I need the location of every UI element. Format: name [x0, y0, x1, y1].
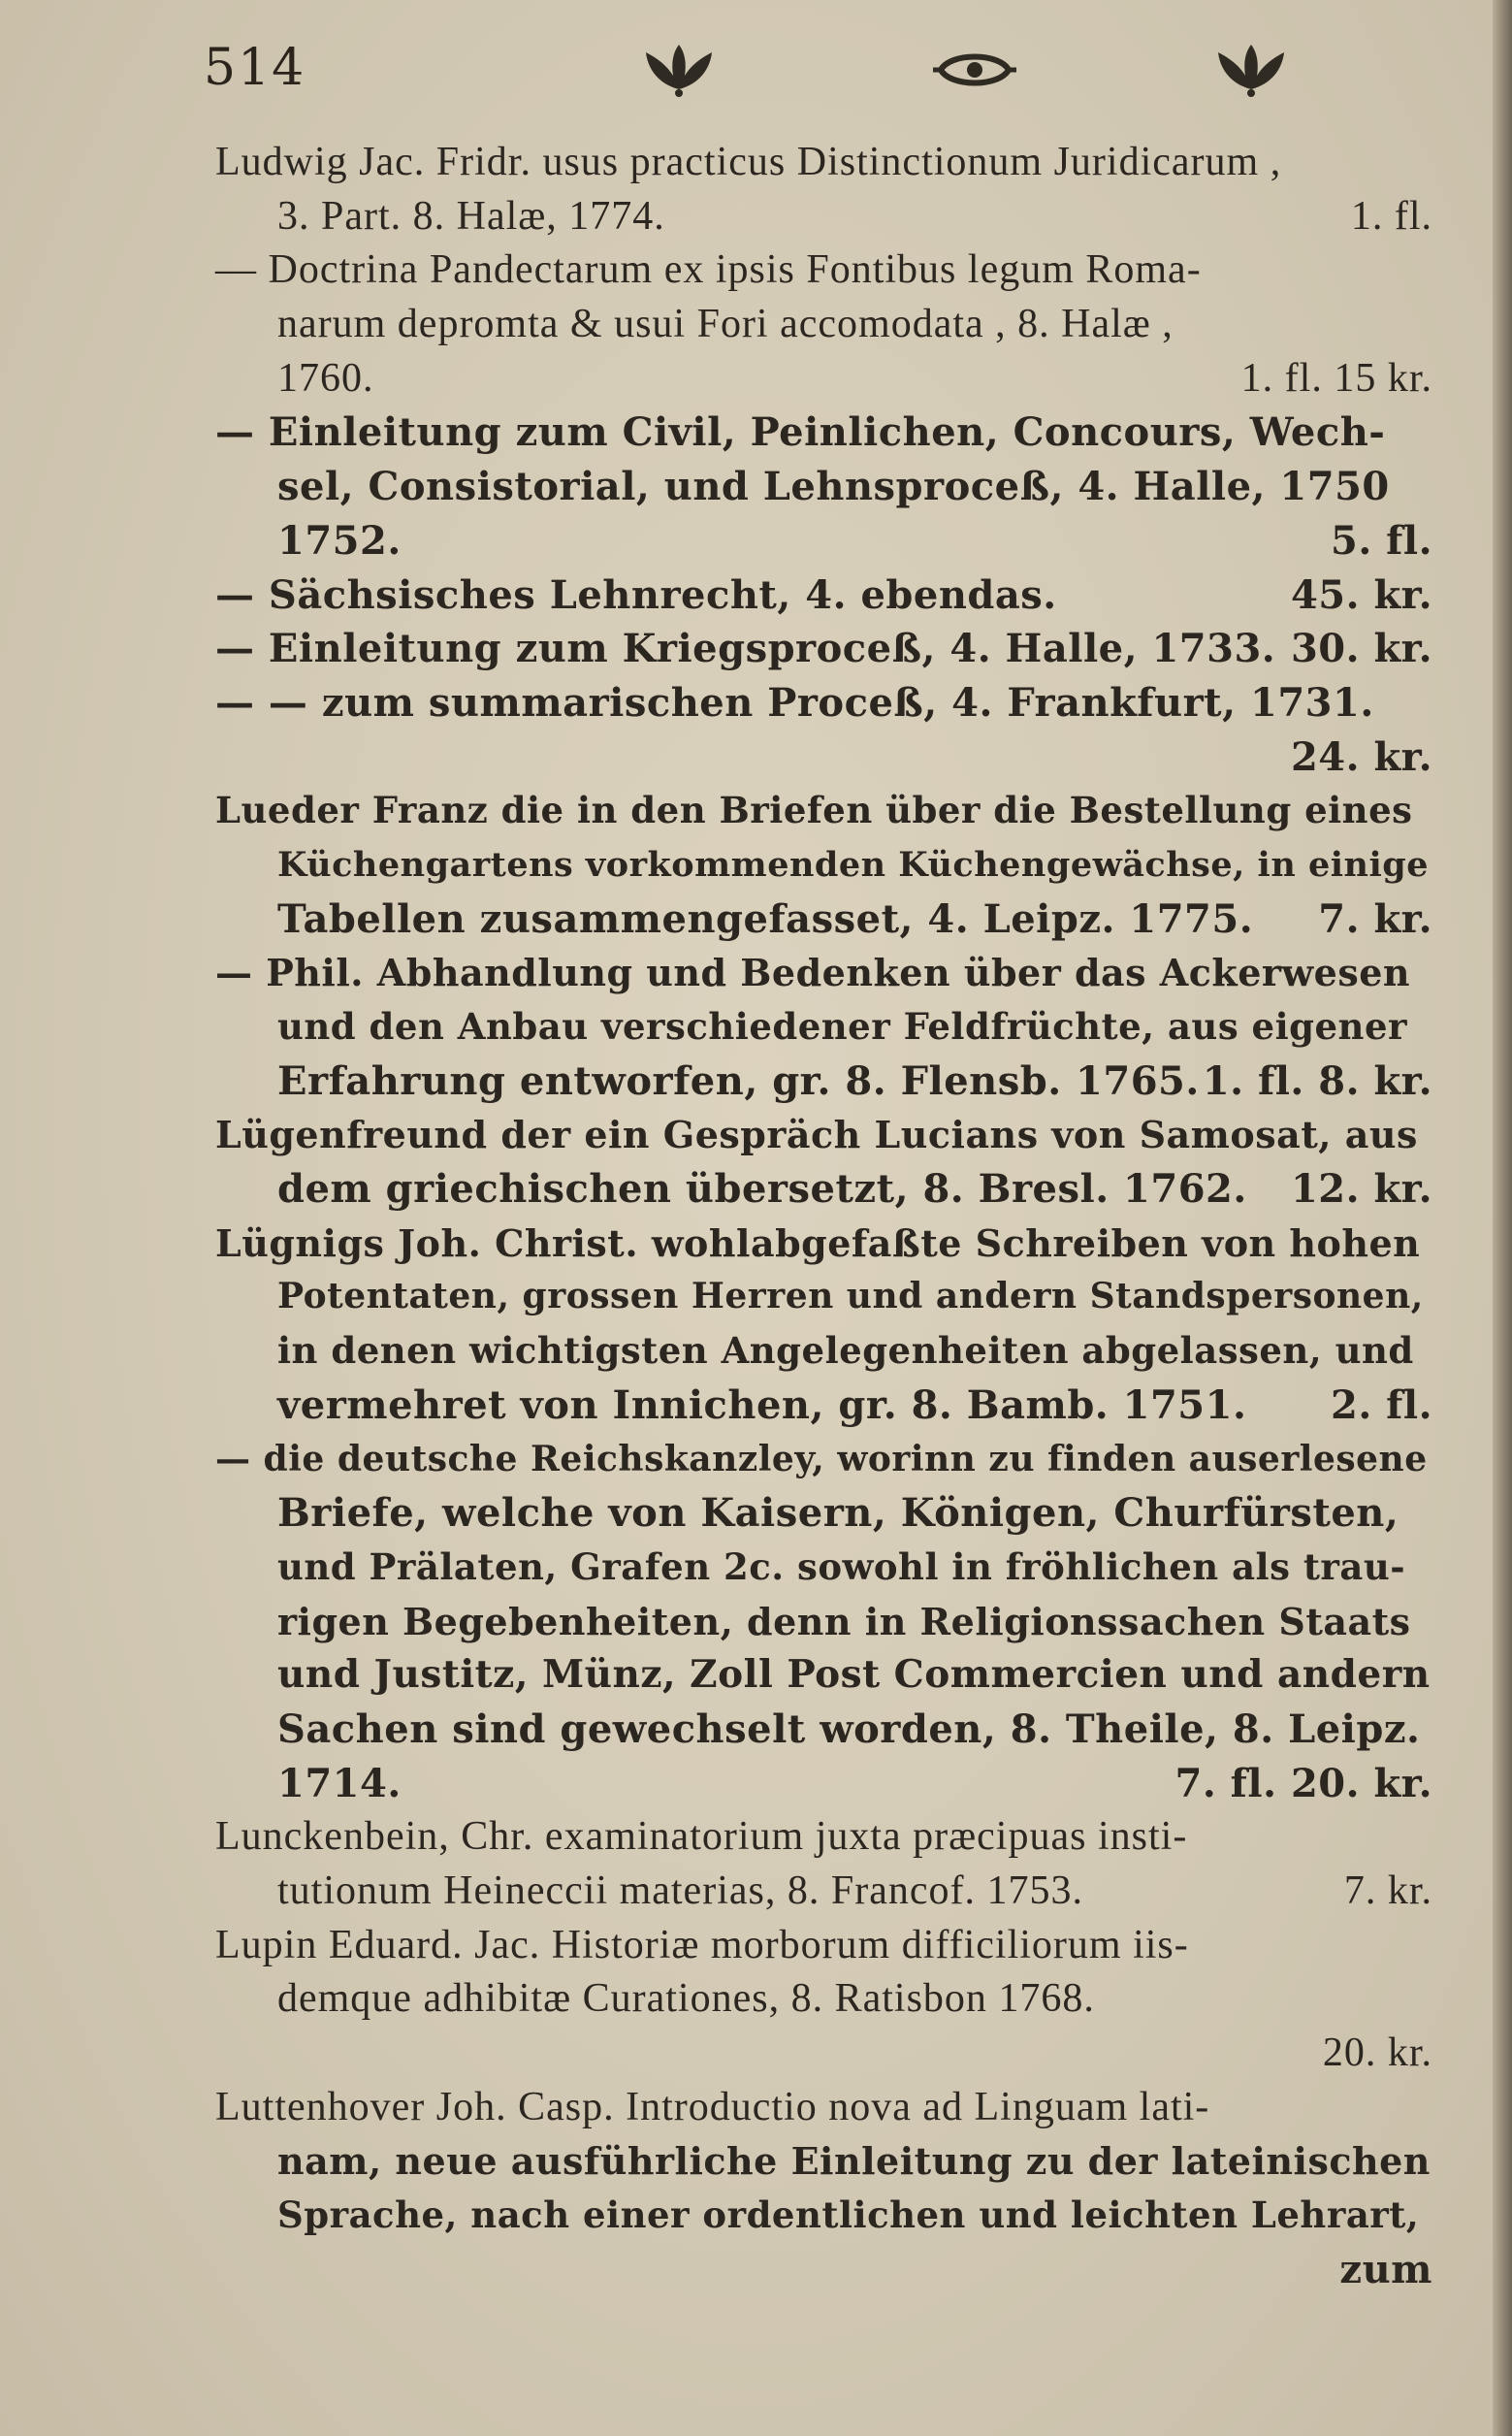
- price-text: 7. fl. 20. kr.: [1174, 1760, 1432, 1806]
- line-text: 1752.: [277, 517, 402, 564]
- text-line: [215, 1865, 1432, 1919]
- line-text: in denen wichtigsten Angelegenheiten abgelassen, und: [277, 1329, 1414, 1373]
- line-text: demque adhibitæ Curationes, 8. Ratisbon 1768.: [277, 1976, 1095, 2022]
- text-line: [215, 1108, 1432, 1162]
- price-text: 5. fl.: [1330, 517, 1432, 564]
- line-text: Lügnigs Joh. Christ. wohlabgefaßte Schreiben von hohen: [215, 1220, 1421, 1265]
- header-ornaments: [640, 41, 1300, 109]
- text-line: [215, 676, 1432, 731]
- line-text: — Einleitung zum Civil, Peinlichen, Concours, Wech-: [215, 409, 1386, 456]
- line-text: Sachen sind gewechselt worden, 8. Theile, 8. Leipz.: [277, 1705, 1421, 1752]
- line-text: vermehret von Innichen, gr. 8. Bamb. 1751.: [277, 1381, 1247, 1428]
- line-text: — Doctrina Pandectarum ex ipsis Fontibus legum Roma-: [215, 247, 1202, 293]
- line-text: dem griechischen übersetzt, 8. Bresl. 1762.: [277, 1166, 1247, 1213]
- line-text: Tabellen zusammengefasset, 4. Leipz. 1775.: [277, 895, 1254, 942]
- text-line: [215, 2243, 1432, 2297]
- text-line: [215, 1270, 1432, 1324]
- text-line: [215, 1972, 1432, 2027]
- line-text: Potentaten, grossen Herren und andern Standspersonen,: [277, 1276, 1424, 1317]
- text-line: [215, 1648, 1432, 1703]
- text-line: [215, 622, 1432, 676]
- text-line: [215, 893, 1432, 947]
- line-text: Lügenfreund der ein Gespräch Lucians von Samosat, aus: [215, 1113, 1418, 1157]
- line-text: sel, Consistorial, und Lehnsproceß, 4. Halle, 1750: [277, 464, 1390, 510]
- text-line: [215, 2081, 1432, 2135]
- line-text: rigen Begebenheiten, denn in Religionssachen Staats: [277, 1599, 1411, 1643]
- line-text: Ludwig Jac. Fridr. usus practicus Distinctionum Juridicarum ,: [215, 140, 1282, 184]
- price-text: 30. kr.: [1290, 626, 1432, 672]
- text-line: [215, 784, 1432, 838]
- line-text: tutionum Heineccii materias, 8. Francof. 1753.: [277, 1868, 1083, 1913]
- line-text: Luttenhover Joh. Casp. Introductio nova ad Linguam lati-: [215, 2084, 1210, 2129]
- text-line: [215, 946, 1432, 1000]
- price-text: zum: [1339, 2246, 1432, 2292]
- price-text: 45. kr.: [1290, 571, 1432, 618]
- line-text: narum depromta & usui Fori accomodata , 8. Halæ ,: [277, 302, 1174, 347]
- leaf-ornament-icon: [1212, 41, 1290, 99]
- line-text: 1760.: [277, 355, 374, 401]
- text-line: [215, 568, 1432, 623]
- page-header: [194, 37, 1396, 114]
- text-line: [215, 1703, 1432, 1757]
- text-line: [215, 2134, 1432, 2189]
- text-line: [215, 514, 1432, 568]
- text-line: [215, 1217, 1432, 1271]
- page-number: 514: [204, 39, 306, 97]
- text-line: [215, 1379, 1432, 1433]
- price-text: 1. fl.: [1350, 193, 1432, 239]
- line-text: Lueder Franz die in den Briefen über die Bestellung eines: [215, 789, 1413, 832]
- price-text: 2. fl.: [1330, 1381, 1432, 1428]
- price-text: 24. kr.: [1290, 733, 1432, 780]
- price-text: 1. fl. 15 kr.: [1240, 355, 1432, 401]
- leaf-ornament-icon: [640, 41, 718, 99]
- text-line: [215, 838, 1432, 893]
- text-line: [215, 1810, 1432, 1865]
- line-text: Küchengartens vorkommenden Küchengewächse, in einige: [277, 844, 1429, 885]
- text-line: [215, 731, 1432, 785]
- text-line: [215, 352, 1432, 406]
- text-line: [215, 1595, 1432, 1649]
- text-line: [215, 1541, 1432, 1595]
- text-line: [215, 1055, 1432, 1109]
- line-text: Sprache, nach einer ordentlichen und leichten Lehrart,: [277, 2193, 1420, 2237]
- price-text: 20. kr.: [1322, 2030, 1432, 2076]
- text-line: [215, 406, 1432, 460]
- text-line: [215, 244, 1432, 298]
- line-text: Erfahrung entworfen, gr. 8. Flensb. 1765.: [277, 1057, 1200, 1104]
- line-text: — Einleitung zum Kriegsproceß, 4. Halle, 1733.: [215, 626, 1276, 672]
- text-line: [215, 190, 1432, 244]
- price-text: 1. fl. 8. kr.: [1202, 1057, 1432, 1104]
- page-edge: [1493, 0, 1512, 2436]
- text-line: [215, 1324, 1432, 1379]
- price-text: 7. kr.: [1318, 895, 1432, 942]
- line-text: Lupin Eduard. Jac. Historiæ morborum difficiliorum iis-: [215, 1922, 1189, 1967]
- line-text: 3. Part. 8. Halæ, 1774.: [277, 193, 665, 239]
- price-text: 7. kr.: [1343, 1868, 1432, 1913]
- line-text: und Justitz, Münz, Zoll Post Commercien und andern: [277, 1652, 1431, 1698]
- line-text: und den Anbau verschiedener Feldfrüchte, aus eigener: [277, 1005, 1407, 1048]
- text-line: [215, 460, 1432, 514]
- text-line: [215, 136, 1432, 190]
- line-text: und Prälaten, Grafen 2c. sowohl in fröhlichen als trau-: [277, 1544, 1406, 1588]
- line-text: — — zum summarischen Proceß, 4. Frankfurt, 1731.: [215, 679, 1374, 726]
- price-text: 12. kr.: [1290, 1166, 1432, 1213]
- text-line: [215, 1757, 1432, 1811]
- line-text: — die deutsche Reichskanzley, worinn zu finden auserlesene: [215, 1438, 1428, 1479]
- text-line: [215, 1000, 1432, 1055]
- catalog-entries: [215, 136, 1432, 2297]
- text-line: [215, 298, 1432, 352]
- text-line: [215, 1162, 1432, 1217]
- scroll-ornament-icon: [931, 41, 1018, 99]
- line-text: 1714.: [277, 1760, 402, 1806]
- text-line: [215, 1433, 1432, 1487]
- text-line: [215, 1919, 1432, 1973]
- line-text: Lunckenbein, Chr. examinatorium juxta præcipuas insti-: [215, 1814, 1188, 1860]
- line-text: — Sächsisches Lehnrecht, 4. ebendas.: [215, 571, 1057, 618]
- text-line: [215, 2027, 1432, 2081]
- text-line: [215, 2189, 1432, 2243]
- line-text: — Phil. Abhandlung und Bedenken über das Ackerwesen: [215, 951, 1411, 995]
- line-text: nam, neue ausführliche Einleitung zu der lateinischen: [277, 2139, 1431, 2184]
- text-line: [215, 1486, 1432, 1541]
- line-text: Briefe, welche von Kaisern, Königen, Churfürsten,: [277, 1490, 1399, 1537]
